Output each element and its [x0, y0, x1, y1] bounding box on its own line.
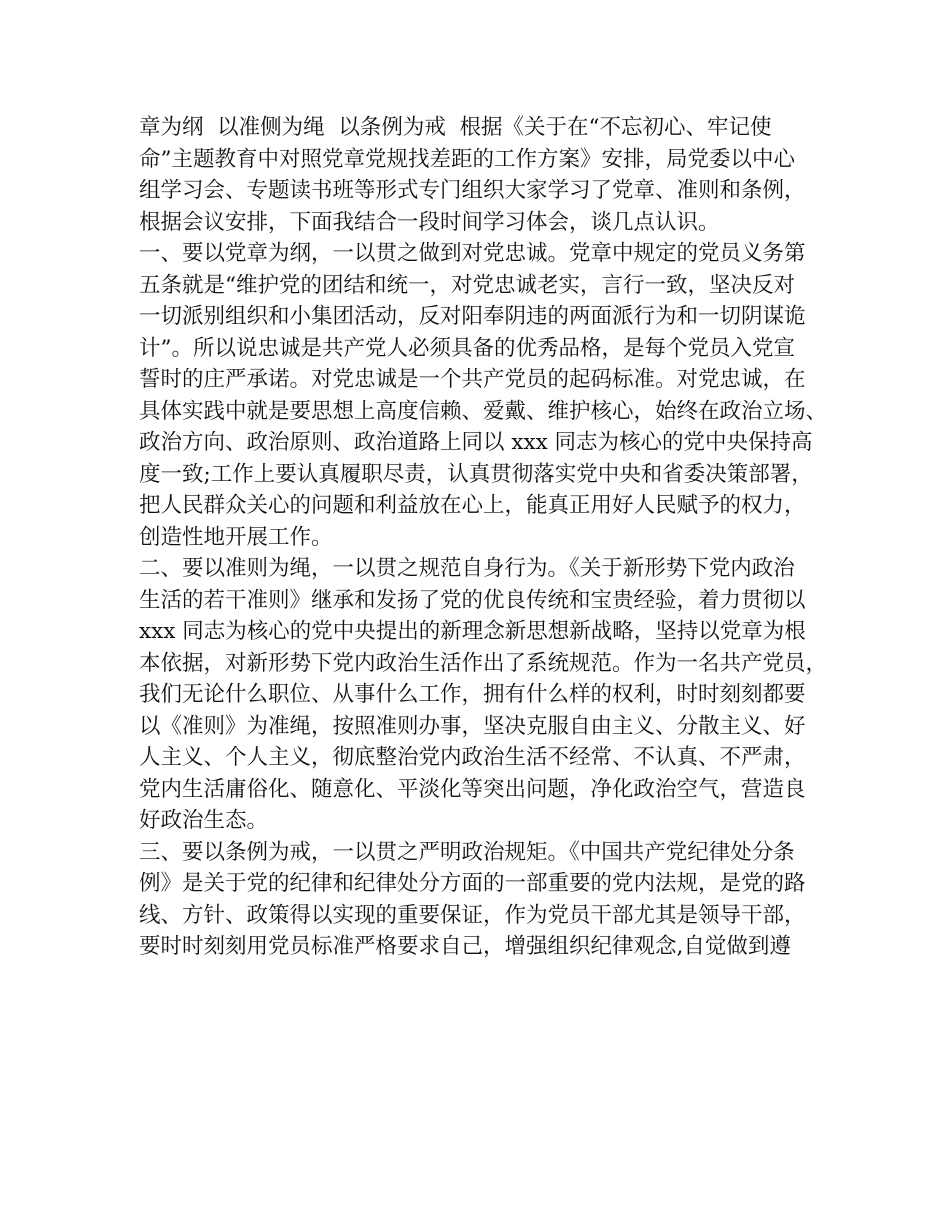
text-line: 章为纲 以准侧为绳 以条例为戒 根据《关于在“不忘初心、牢记使 [139, 115, 772, 140]
text-line: 要时时刻刻用党员标准严格要求自己，增强组织纪律观念,自觉做到遵 [139, 934, 791, 959]
document-body [139, 112, 829, 963]
text-line: 一、要以党章为纲，一以贯之做到对党忠诚。党章中规定的党员义务第 [139, 241, 806, 266]
text-line: 人主义、个人主义，彻底整治党内政治生活不经常、不认真、不严肃， [139, 745, 806, 770]
text-line: 我们无论什么职位、从事什么工作，拥有什么样的权利，时时刻刻都要 [139, 682, 806, 707]
text-line: 线、方针、政策得以实现的重要保证，作为党员干部尤其是领导干部， [139, 902, 806, 928]
text-line: 以《准则》为准绳，按照准则办事，坚决克服自由主义、分散主义、好 [139, 713, 806, 739]
text-line: 二、要以准则为绳，一以贯之规范自身行为。《关于新形势下党内政治 [139, 556, 795, 581]
text-line: 誓时的庄严承诺。对党忠诚是一个共产党员的起码标准。对党忠诚，在 [139, 367, 806, 392]
text-line: 生活的若干准则》继承和发扬了党的优良传统和宝贵经验，着力贯彻以 [139, 587, 806, 613]
text-line: 把人民群众关心的问题和利益放在心上，能真正用好人民赋予的权力， [139, 493, 806, 518]
text-line: 政治方向、政治原则、政治道路上同以 xxx 同志为核心的党中央保持高 [139, 430, 813, 455]
text-line: 例》是关于党的纪律和纪律处分方面的一部重要的党内法规，是党的路 [139, 871, 806, 896]
text-line: 本依据，对新形势下党内政治生活作出了系统规范。作为一名共产党员， [139, 650, 828, 676]
text-line: xxx 同志为核心的党中央提出的新理念新思想新战略，坚持以党章为根 [139, 619, 806, 644]
text-line: 党内生活庸俗化、随意化、平淡化等突出问题，净化政治空气，营造良 [139, 776, 806, 802]
text-line: 三、要以条例为戒，一以贯之严明政治规矩。《中国共产党纪律处分条 [139, 839, 795, 865]
text-line: 计”。所以说忠诚是共产党人必须具备的优秀品格，是每个党员入党宣 [139, 335, 795, 361]
text-line: 一切派别组织和小集团活动，反对阳奉阴违的两面派行为和一切阴谋诡 [139, 304, 806, 329]
text-line: 创造性地开展工作。 [139, 524, 333, 550]
text-line: 度一致;工作上要认真履职尽责，认真贯彻落实党中央和省委决策部署， [139, 461, 813, 487]
text-line: 命”主题教育中对照党章党规找差距的工作方案》安排，局党委以中心 [139, 146, 795, 172]
text-line: 五条就是“维护党的团结和统一，对党忠诚老实，言行一致，坚决反对 [139, 272, 795, 298]
text-line: 具体实践中就是要思想上高度信赖、爱戴、维护核心，始终在政治立场、 [139, 398, 828, 424]
text-line: 根据会议安排，下面我结合一段时间学习体会，谈几点认识。 [139, 209, 720, 235]
text-line: 好政治生态。 [139, 808, 269, 833]
text-line: 组学习会、专题读书班等形式专门组织大家学习了党章、准则和条例， [139, 178, 806, 203]
